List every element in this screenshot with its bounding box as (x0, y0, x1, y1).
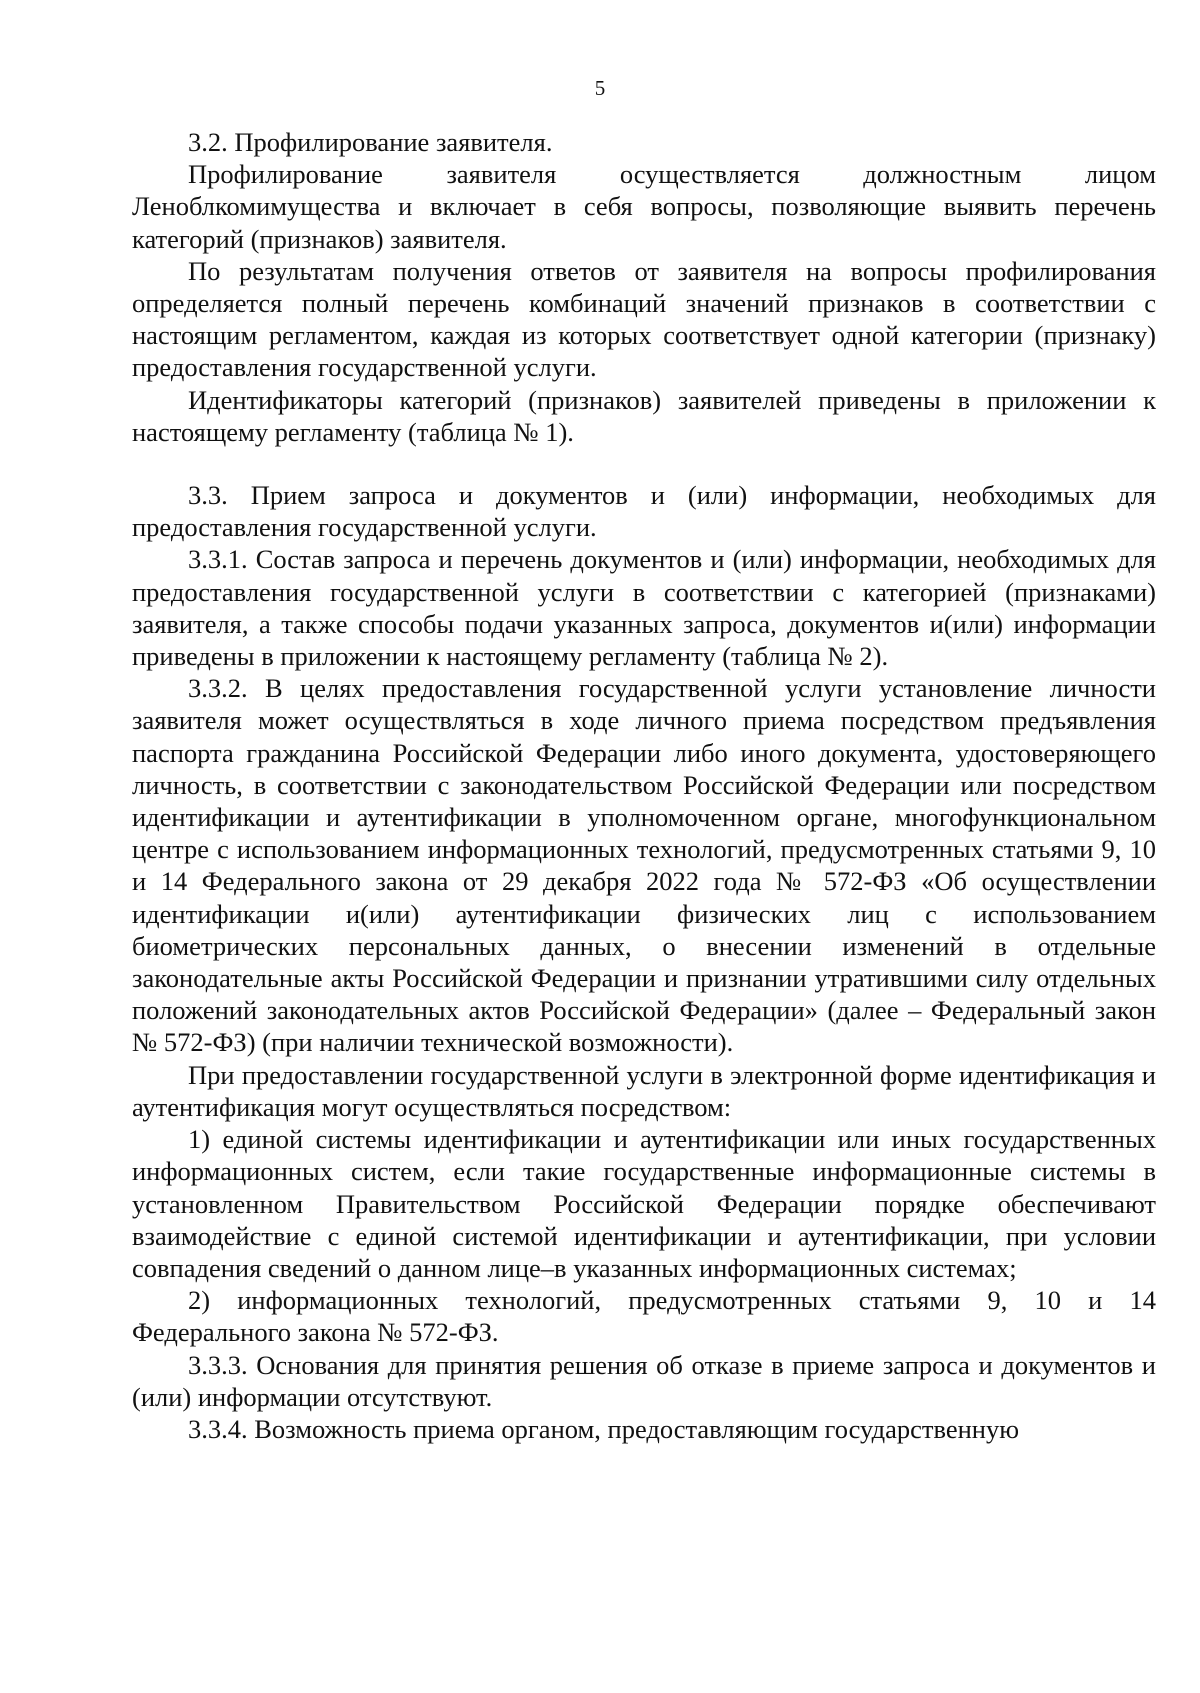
paragraph-3-3-1: 3.3.1. Состав запроса и перечень документов и (или) информации, необходимых для предоставления государственной услуги в соответствии с категорией (признаками) заявителя, а также способы подачи указанных запроса, документов и(или) информации приведены в приложении к настоящему регламенту (таблица № 2). (132, 544, 1156, 672)
document-body (132, 126, 1156, 1445)
paragraph-3-3-4: 3.3.4. Возможность приема органом, предоставляющим государственную (188, 1413, 1020, 1444)
paragraph-profiling-results: По результатам получения ответов от заявителя на вопросы профилирования определяется полный перечень комбинаций значений признаков в соответствии с настоящим регламентом, каждая из которых соответствует одной категории (признаку) предоставления государственной услуги. (132, 255, 1156, 383)
paragraph-electronic-form: При предоставлении государственной услуги в электронной форме идентификация и аутентификация могут осуществляться посредством: (132, 1059, 1156, 1122)
section-heading-3-2: 3.2. Профилирование заявителя. (188, 127, 553, 157)
paragraph-3-3-2: 3.3.2. В целях предоставления государственной услуги установление личности заявителя может осуществляться в ходе личного приема посредством предъявления паспорта гражданина Российской Федерации либо иного документа, удостоверяющего личность, в соответствии с законодательством Российской Федерации или посредством идентификации и аутентификации в уполномоченном органе, многофункциональном центре с использованием информационных технологий, предусмотренных статьями 9, 10 и 14 Федерального закона от 29 декабря 2022 года № 572-ФЗ «Об осуществлении идентификации и(или) аутентификации физических лиц с использованием биометрических персональных данных, о внесении изменений в отдельные законодательные акты Российской Федерации и признании утратившими силу отдельных положений законодательных актов Российской Федерации» (далее – Федеральный закон № 572-ФЗ) (при наличии технической возможности). (132, 673, 1156, 1058)
section-heading-3-3: 3.3. Прием запроса и документов и (или) информации, необходимых для предоставления государственной услуги. (132, 480, 1156, 543)
list-item-1: 1) единой системы идентификации и аутентификации или иных государственных информационных систем, если такие государственные информационные системы в установленном Правительством Российской Федерации порядке обеспечивают взаимодействие с единой системой идентификации и аутентификации, при условии совпадения сведений о данном лице–в указанных информационных системах; (132, 1124, 1156, 1283)
paragraph-3-3-3: 3.3.3. Основания для принятия решения об отказе в приеме запроса и документов и (или) информации отсутствуют. (132, 1349, 1156, 1412)
paragraph-profiling: Профилирование заявителя осуществляется должностным лицом Леноблкомимущества и включает в себя вопросы, позволяющие выявить перечень категорий (признаков) заявителя. (132, 159, 1156, 254)
list-item-2: 2) информационных технологий, предусмотренных статьями 9, 10 и 14 Федерального закона № 572-ФЗ. (132, 1285, 1156, 1348)
paragraph-identifiers: Идентификаторы категорий (признаков) заявителей приведены в приложении к настоящему регламенту (таблица № 1). (132, 384, 1156, 447)
page-number: 5 (594, 76, 606, 100)
